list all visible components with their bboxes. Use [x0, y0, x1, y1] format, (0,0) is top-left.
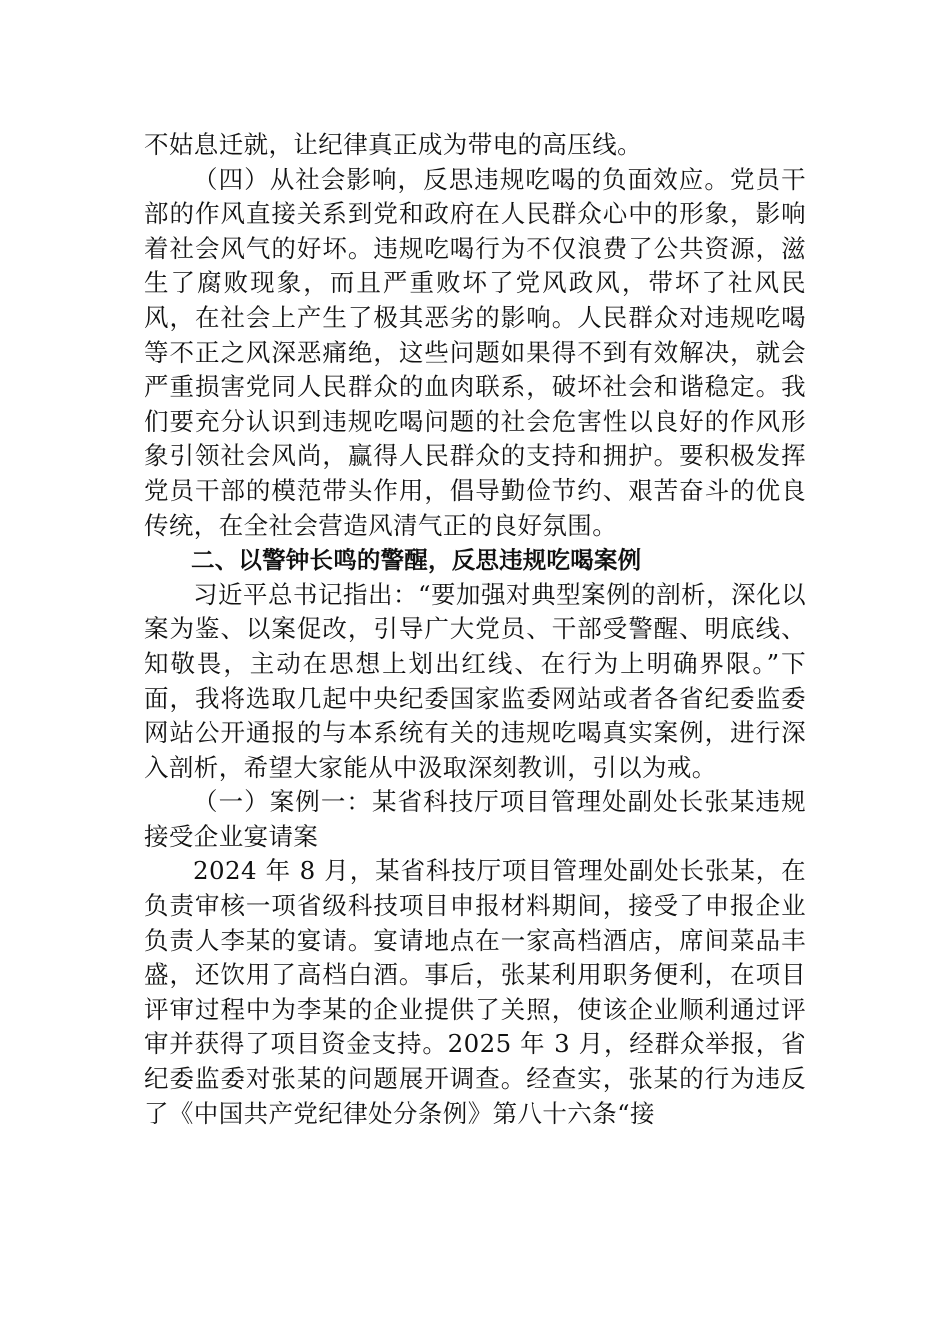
subheading-case-one: （一）案例一：某省科技厅项目管理处副处长张某违规接受企业宴请案: [144, 787, 806, 851]
paragraph-quote: 习近平总书记指出：“要加强对典型案例的剖析，深化以案为鉴、以案促改，引导广大党员、干部受警醒、明底线、知敬畏，主动在思想上划出红线、在行为上明确界限。”下面，我将选取几起中央纪委国家监委网站或者各省纪委监委网站公开通报的与本系统有关的违规吃喝真实案例，进行深入剖析，希望大家能从中汲取深刻教训，引以为戒。: [144, 579, 806, 782]
paragraph-case-one-body: 2024 年 8 月，某省科技厅项目管理处副处长张某，在负责审核一项省级科技项目申报材料期间，接受了申报企业负责人李某的宴请。宴请地点在一家高档酒店，席间菜品丰盛，还饮用了高档白酒。事后，张某利用职务便利，在项目评审过程中为李某的企业提供了关照，使该企业顺利通过评审并获得了项目资金支持。2025 年 3 月，经群众举报，省纪委监委对张某的问题展开调查。经查实，张某的行为违反了《中国共产党纪律处分条例》第八十六条“接: [144, 856, 806, 1128]
paragraph-social-impact: （四）从社会影响，反思违规吃喝的负面效应。党员干部的作风直接关系到党和政府在人民群众心中的形象，影响着社会风气的好坏。违规吃喝行为不仅浪费了公共资源，滋生了腐败现象，而且严重败坏了党风政风，带坏了社风民风，在社会上产生了极其恶劣的影响。人民群众对违规吃喝等不正之风深恶痛绝，这些问题如果得不到有效解决，就会严重损害党同人民群众的血肉联系，破坏社会和谐稳定。我们要充分认识到违规吃喝问题的社会危害性以良好的作风形象引领社会风尚，赢得人民群众的支持和拥护。要积极发挥党员干部的模范带头作用，倡导勤俭节约、艰苦奋斗的优良传统，在全社会营造风清气正的良好氛围。: [144, 164, 806, 540]
document-page: [144, 128, 806, 1131]
section-heading-cases: 二、以警钟长鸣的警醒，反思违规吃喝案例: [191, 546, 642, 575]
paragraph-continuation: 不姑息迁就，让纪律真正成为带电的高压线。: [144, 130, 642, 159]
